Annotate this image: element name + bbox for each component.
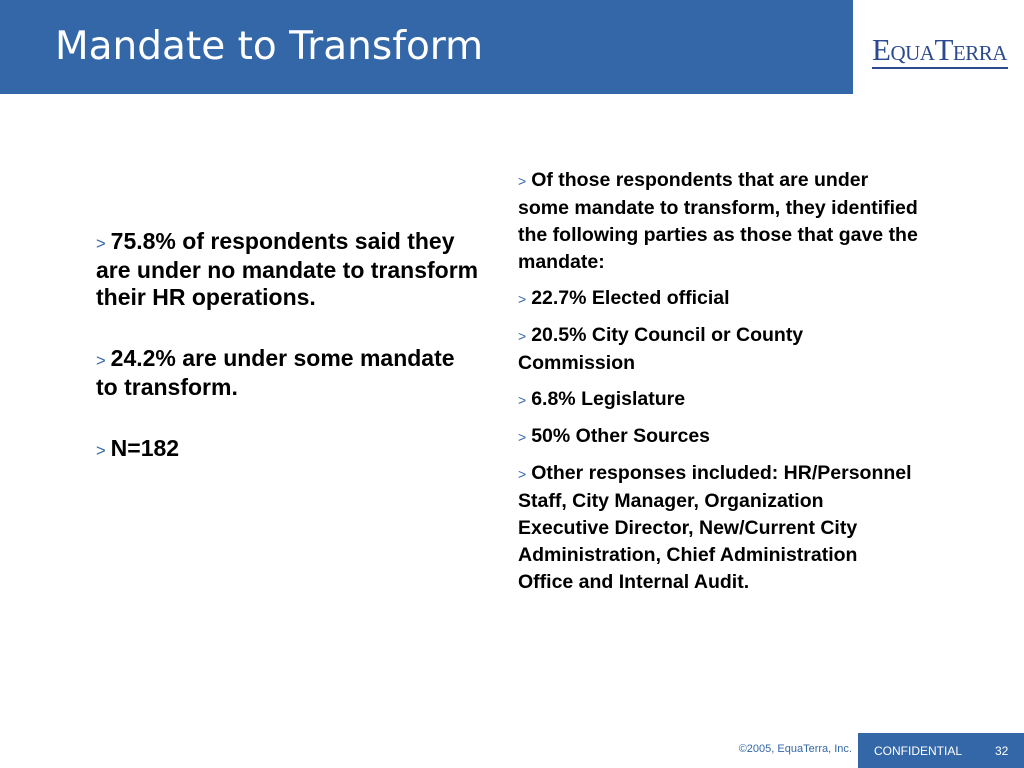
bullet-item: > 50% Other Sources: [518, 425, 711, 447]
left-bullet-list: [96, 228, 481, 498]
slide-title: Mandate to Transform: [55, 24, 484, 69]
bullet-item: > 24.2% are under some mandate to transform.: [96, 345, 455, 400]
bullet-arrow-icon: >: [518, 328, 527, 344]
bullet-arrow-icon: >: [518, 429, 527, 445]
page-number: 32: [995, 744, 1009, 758]
bullet-item: > 22.7% Elected official: [518, 287, 730, 309]
bullet-arrow-icon: >: [518, 291, 527, 307]
bullet-arrow-icon: >: [518, 466, 527, 482]
bullet-item: > Other responses included: HR/Personnel Staff, City Manager, Organization Executive Director, New/Current City Administration, Chief Administration Office and Internal Audit.: [518, 462, 912, 593]
equaterra-logo: EQUATERRA: [872, 32, 1007, 67]
confidential-label: CONFIDENTIAL: [874, 744, 963, 758]
bullet-arrow-icon: >: [96, 234, 106, 253]
bullet-arrow-icon: >: [96, 351, 106, 370]
bullet-item: > N=182: [96, 435, 180, 461]
footer-copyright: ©2005, EquaTerra, Inc.: [738, 743, 852, 755]
bullet-arrow-icon: >: [96, 441, 106, 460]
bullet-item: > 6.8% Legislature: [518, 388, 686, 410]
footer-bar: [858, 733, 1024, 768]
bullet-item: > 20.5% City Council or County Commission: [518, 324, 804, 374]
bullet-arrow-icon: >: [518, 392, 527, 408]
logo-underline: [872, 67, 1008, 69]
right-bullet-list: [518, 167, 918, 605]
bullet-item: > Of those respondents that are under some mandate to transform, they identified the following parties as those that gave the mandate:: [518, 169, 918, 273]
bullet-arrow-icon: >: [518, 173, 527, 189]
bullet-item: > 75.8% of respondents said they are under no mandate to transform their HR operations.: [96, 228, 479, 310]
